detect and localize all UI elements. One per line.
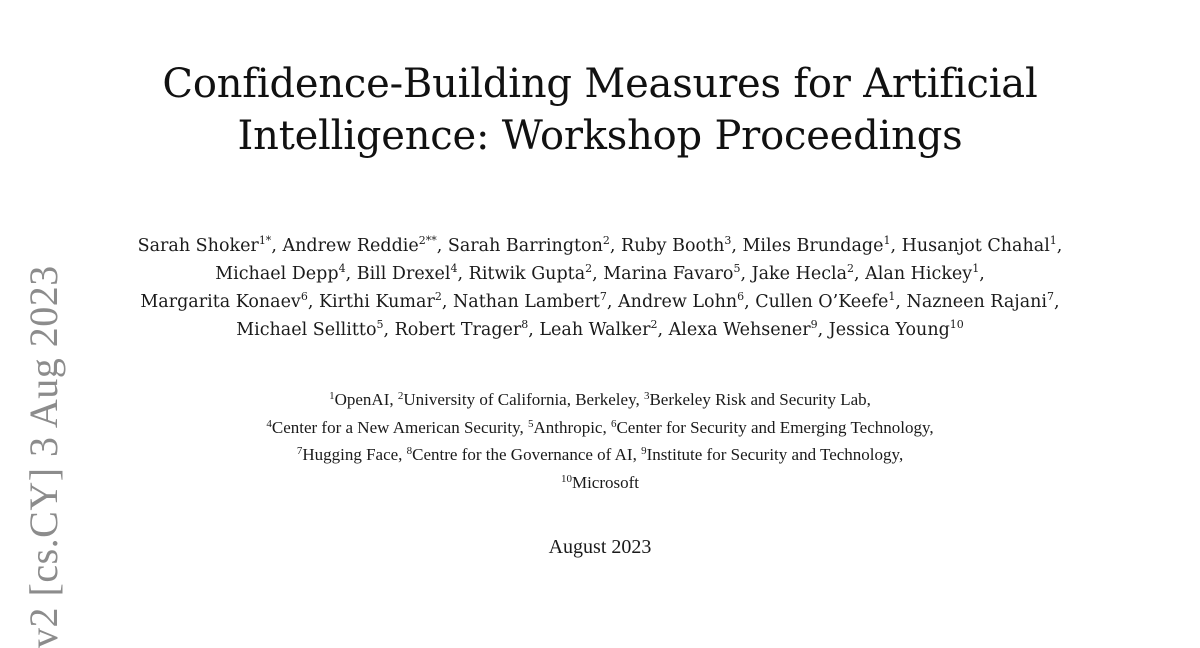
author-affiliation-mark: 4 — [450, 262, 458, 275]
author-affiliation-mark: 4 — [338, 262, 346, 275]
author-affiliation-mark: 6 — [300, 290, 308, 303]
affiliation-name: Center for a New American Security — [271, 417, 520, 437]
author-name: Jessica Young — [828, 320, 950, 340]
affiliation-name: Anthropic — [533, 417, 603, 437]
affiliation-line: $^4$Center for a New American Security, $^5$Anthropic, $^6$Center for Security and Emerging Technology, — [266, 417, 934, 437]
author-affiliation-mark: 10 — [949, 318, 964, 331]
affiliation-number: 8 — [406, 445, 413, 457]
affiliation-name: OpenAI — [334, 390, 390, 409]
arxiv-side-stamp: v2 [cs.CY] 3 Aug 2023 — [21, 265, 66, 648]
author-name: Bill Drexel — [356, 264, 451, 284]
author-affiliation-mark: 6 — [737, 290, 745, 303]
author-affiliation-mark: 7 — [1047, 290, 1055, 303]
affiliation-number: 4 — [266, 417, 272, 430]
author-line: Margarita Konaev$^6$, Kirthi Kumar$^2$, Nathan Lambert$^7$, Andrew Lohn$^6$, Cullen O’Keefe$^1$, Nazneen Rajani$^7$, — [140, 290, 1060, 312]
author-name: Michael Depp — [215, 264, 339, 284]
author-name: Nazneen Rajani — [906, 292, 1048, 312]
affiliation-name: Hugging Face — [302, 445, 399, 464]
author-name: Leah Walker — [539, 320, 651, 340]
affiliation-name: Berkeley Risk and Security Lab — [649, 390, 867, 409]
author-name: Alan Hickey — [865, 264, 973, 284]
author-affiliation-mark: 2 — [650, 318, 658, 331]
author-name: Ritwik Gupta — [468, 264, 586, 284]
author-name: Alexa Wehsener — [668, 320, 811, 340]
affiliation-number: 10 — [560, 472, 572, 485]
author-affiliation-mark: 2** — [418, 234, 437, 247]
author-affiliation-mark: 2 — [847, 262, 855, 275]
author-name: Robert Trager — [394, 320, 522, 340]
affiliation-list — [100, 386, 1100, 496]
author-name: Jake Hecla — [751, 264, 848, 284]
paper-title — [0, 58, 1200, 162]
author-name: Miles Brundage — [742, 236, 884, 256]
author-name: Andrew Lohn — [618, 292, 738, 312]
affiliation-number: 2 — [397, 390, 404, 402]
affiliation-name: Institute for Security and Technology — [646, 445, 899, 464]
author-affiliation-mark: 1 — [883, 234, 891, 247]
affiliation-name: Microsoft — [571, 472, 640, 492]
affiliation-number: 7 — [296, 445, 303, 457]
author-affiliation-mark: 2 — [434, 290, 442, 303]
author-name: Ruby Booth — [621, 236, 725, 256]
affiliation-number: 3 — [643, 390, 650, 402]
author-affiliation-mark: 3 — [724, 234, 732, 247]
author-name: Andrew Reddie — [282, 236, 419, 256]
author-name: Sarah Shoker — [137, 236, 259, 256]
affiliation-name: University of California, Berkeley — [403, 390, 636, 409]
author-affiliation-mark: 1 — [972, 262, 980, 275]
author-affiliation-mark: 2 — [585, 262, 593, 275]
author-affiliation-mark: 5 — [376, 318, 384, 331]
author-affiliation-mark: 1 — [1049, 234, 1057, 247]
author-list — [40, 232, 1160, 344]
author-name: Margarita Konaev — [140, 292, 301, 312]
title-line: Confidence-Building Measures for Artificial — [162, 61, 1038, 107]
author-line: Sarah Shoker$^{1*}$, Andrew Reddie$^{2**}$, Sarah Barrington$^2$, Ruby Booth$^3$, Miles Brundage$^1$, Husanjot Chahal$^1$, — [137, 234, 1063, 256]
author-name: Kirthi Kumar — [318, 292, 435, 312]
author-name: Sarah Barrington — [447, 236, 603, 256]
author-affiliation-mark: 9 — [810, 318, 818, 331]
author-name: Cullen O’Keefe — [755, 292, 889, 312]
author-affiliation-mark: 8 — [521, 318, 529, 331]
author-name: Marina Favaro — [603, 264, 734, 284]
author-name: Nathan Lambert — [452, 292, 600, 312]
author-line: Michael Sellitto$^5$, Robert Trager$^8$, Leah Walker$^2$, Alexa Wehsener$^9$, Jessica Young$^{10}$ — [236, 318, 964, 340]
affiliation-number: 5 — [528, 417, 534, 430]
title-line: Intelligence: Workshop Proceedings — [237, 113, 963, 159]
affiliation-number: 9 — [641, 445, 647, 457]
affiliation-line: $^1$OpenAI, $^2$University of California, Berkeley, $^3$Berkeley Risk and Security Lab, — [329, 390, 871, 409]
author-line: Michael Depp$^4$, Bill Drexel$^4$, Ritwik Gupta$^2$, Marina Favaro$^5$, Jake Hecla$^2$, Alan Hickey$^1$, — [215, 262, 985, 284]
author-name: Husanjot Chahal — [901, 236, 1050, 256]
affiliation-number: 6 — [610, 417, 617, 430]
affiliation-line — [100, 469, 1100, 497]
author-affiliation-mark: 5 — [733, 262, 741, 275]
author-affiliation-mark: 7 — [599, 290, 607, 303]
author-affiliation-mark: 1* — [258, 234, 272, 247]
author-affiliation-mark: 1 — [888, 290, 896, 303]
author-name: Michael Sellitto — [236, 320, 377, 340]
affiliation-name: Centre for the Governance of AI — [412, 445, 633, 464]
publication-date: August 2023 — [548, 536, 652, 558]
author-affiliation-mark: 2 — [602, 234, 610, 247]
affiliation-number: 1 — [329, 390, 335, 402]
affiliation-name: Center for Security and Emerging Technology — [616, 417, 930, 437]
affiliation-line: $^7$Hugging Face, $^8$Centre for the Governance of AI, $^9$Institute for Security and Technology, — [296, 445, 904, 464]
